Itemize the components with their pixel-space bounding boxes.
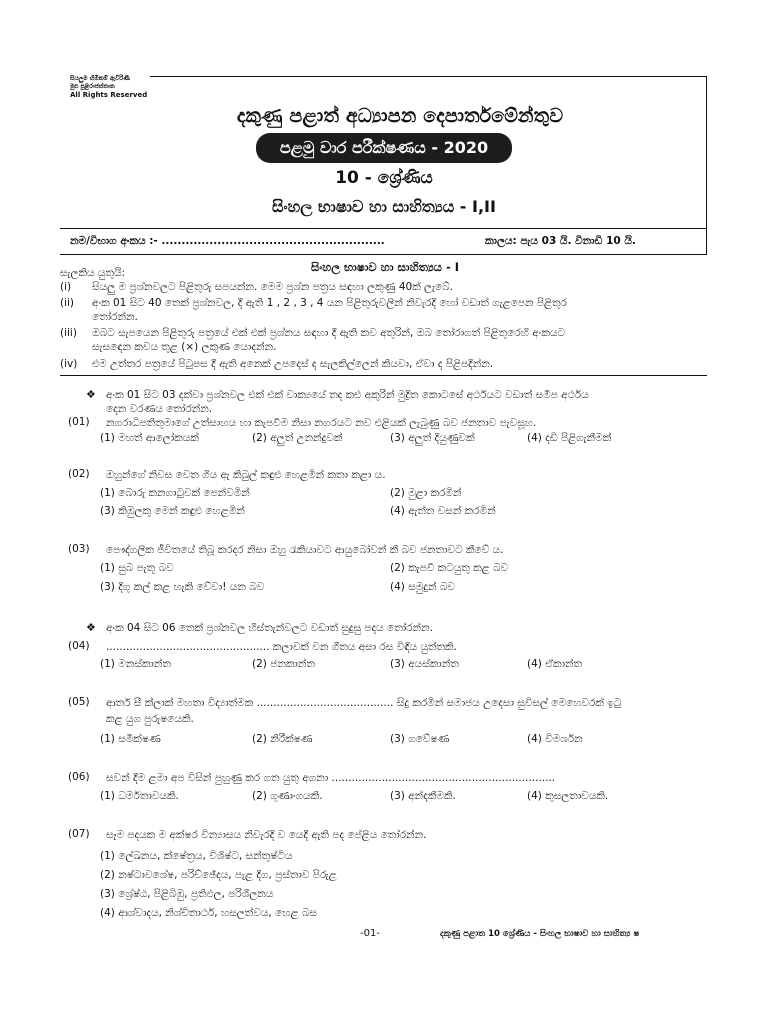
instruction-text: ඔබට සැපයෙන පිළිතුරු පත්‍රයේ එක් එක් ප්‍රශ්නය සඳහා දී ඇති කව අතුරින්, ඔබ තෝරාගත් පිළිතුරෙහි අංකයට [92,327,566,339]
instruction-text: එම උත්තර පත්‍රයේ පිටුපස දී ඇති අනෙක් උපදෙස් ද සැලකිල්ලෙන් කියවා, ඒවා ද පිළිපදින්න. [92,358,494,370]
question-text: පෞද්ගලික ජීවිතයේ තිබූ කරදර නිසා ඔහු රැකියාවට ආයුබෝවන් කී බව ජනතාවට කීවේ ය. [106,544,504,556]
question-number: (02) [68,468,90,480]
instructions-heading: සැලකිය යුතුයි: [60,267,126,279]
instruction-text: අංක 01 සිට 40 තෙක් ප්‍රශ්නවල, දී ඇති 1 , 2 , 3 , 4 යන පිළිතුරුවලින් නිවැරදි හෝ වඩාත් ගැළපෙන පිළිතුර [92,297,567,309]
question-text-cont: කළ යුග පුරුෂයෙකි. [106,713,194,725]
answer-option: (4) ආශ්වාදය, නිශ්චිතාර්ථ, හසලත්වය, හෙළ බස [100,907,317,919]
answer-option: (2) මුළා කරමින් [390,487,462,499]
question-text: නගරාධිපතිතුමාගේ උත්සාහය හා කැපවීම නිසා නගරයට නව එළියක් ලැබුණු බව ජනතාව පැවසූහ. [106,417,537,429]
question-number: (05) [68,696,90,708]
answer-option: (4) ඒකාන්ත [527,658,583,670]
answer-option: (1) සමීක්ෂණ [100,733,161,745]
answer-option: (3) කිඹුලකු මෙන් කඳුළු හෙළමින් [100,505,245,517]
answer-option: (3) ගවේෂණ [390,733,450,745]
answer-option: (2) ගුණාංගයකි. [252,790,323,802]
answer-option: (2) ජනකාන්ත [252,658,315,670]
instruction-text-cont: තෝරන්න. [92,311,138,323]
rights-notice [70,75,147,99]
grade-title: 10 - ශ්‍රේණිය [335,168,433,188]
exam-badge: පළමු වාර පරීක්ෂණය - 2020 [256,133,512,163]
instruction-num: (iv) [60,358,78,370]
answer-option: (3) අයස්කාන්ත [390,658,459,670]
answer-option: (1) මහත් ආලෝකයක් [100,432,199,444]
page-number: -01- [360,928,380,939]
question-text: ................................................. කලාවක් වන ගීතය අසා රස විඳිය යුත්තකි. [106,641,457,653]
answer-option: (1) බොරු කනගාටුවක් පෙන්වමින් [100,487,250,499]
subject-title: සිංහල භාෂාව හා සාහිත්‍යය - I,II [272,197,496,216]
question-text: ආතර් සී ක්ලාක් මහතා විද්‍යාත්මක ......................................... සිදු කරමින් සමාජය උදෙසා සුවිසල් මෙහෙවරක් ඉටු [106,697,622,709]
answer-option: (4) සමුදුන් බව [390,581,455,593]
answer-option: (3) අලුත් දියුණුවක් [390,432,475,444]
directive-text: අංක 01 සිට 03 දක්වා ප්‍රශ්නවල එක් එක් වාක්‍යයේ තද කළු අකුරින් මුද්‍රිත කොටසේ අර්ථයට වඩාත් සමීප අර්ථය [106,389,589,401]
answer-option: (4) විමර්ශන [527,733,583,745]
question-number: (01) [68,416,90,428]
footer-caption: දකුණු පළාත 10 ශ්‍රේණිය - සිංහල භාෂාව හා සාහිත්‍ය ෂ [440,929,640,939]
header-top-rule [150,76,707,77]
answer-option: (2) අලුත් උනන්දුවක් [252,432,343,444]
question-number: (04) [68,640,90,652]
instruction-text-cont: සැසඳෙන කවය තුළ (×) ලකුණ යොදන්න. [92,341,277,353]
instruction-num: (iii) [60,327,77,339]
time-allowed: කාලය: පැය 03 යි. විනාඩි 10 යි. [485,235,636,247]
answer-option: (4) කුසලතාවයකි. [527,790,609,802]
answer-option: (2) කැපවී කටයුතු කළ බව [390,562,509,574]
directive-text: අංක 04 සිට 06 තෙක් ප්‍රශ්නවල හිස්තැන්වලට වඩාත් සුදුසු පදය තෝරන්න. [106,622,433,634]
rights-line-1: සියලුම හිමිකම් ඇවිරිණි [70,75,130,82]
answer-option: (4) දඩි පිළිගැනීමක් [527,432,612,444]
question-text: සෑම පදයක ම අක්ෂර වින්‍යාසය නිවැරදි ව යෙදී ඇති පද පේළිය තෝරන්න. [106,829,427,841]
answer-option: (1) ලේඛනය, ක්ෂේත්‍රය, විශිෂ්ට, සන්තුෂ්ටිය [100,850,293,862]
header-bottom-rule [60,254,707,255]
answer-option: (3) ශ්‍රේෂ්ඨ, පිළිබිඹු, ප්‍රතිඵල, පරිශීලනය [100,888,274,900]
answer-option: (4) ඇත්ත වසන් කරමින් [390,505,496,517]
question-text: ඔහුන්ගේ නිවස වෙත ගිය ඇ කිබුල් කඳුළු හෙළමින් කතා කළා ය. [106,469,386,481]
answer-option: (1) මනස්කාන්ත [100,658,171,670]
answer-option: (2) නෂ්ටාවශේෂ, පරිච්ඡේදය, පැළ දිග, ප්‍රස්තාව පිරුළ [100,869,337,881]
question-number: (03) [68,543,90,555]
question-number: (06) [68,771,90,783]
header-divider [60,228,707,229]
bullet-icon: ❖ [86,388,96,401]
answer-option: (1) සුබ පැතූ බව [100,562,174,574]
answer-option: (1) ධර්මතාවයකි. [100,790,179,802]
instruction-text: සියලු ම ප්‍රශ්නවලට පිළිතුරු සපයන්න. මෙම ප්‍රශ්න පත්‍රය සඳහා ලකුණු 40ක් ලැබේ. [92,281,453,293]
instruction-num: (i) [60,281,72,293]
question-number: (07) [68,828,90,840]
bullet-icon: ❖ [86,621,96,634]
department-title: දකුණු පළාත් අධ්‍යාපන දෙපාර්තමේන්තුව [236,105,564,127]
answer-option: (3) අන්දකීමකි. [390,790,456,802]
rights-line-3: All Rights Reserved [70,91,148,99]
rights-line-2: මුළු පුළිරාජස්තාන [70,83,115,90]
directive-text-cont: දෙන වරණය තෝරන්න. [106,403,213,415]
answer-option: (3) දිගු කල් කළ හැකි වේවා! යන බව [100,581,265,593]
name-field: නම/විභාග අංකය :- ........................................................ [70,235,385,247]
answer-option: (2) නිරීක්ෂණ [252,733,313,745]
section-title: සිංහල භාෂාව හා සාහිත්‍යය - I [310,260,459,274]
question-text: සවන් දීම ළමා අප විසින් පුහුණු කර ගත යුතු අගනා ................................................................... [106,772,556,784]
instructions-rule [60,375,707,376]
instruction-num: (ii) [60,297,75,309]
